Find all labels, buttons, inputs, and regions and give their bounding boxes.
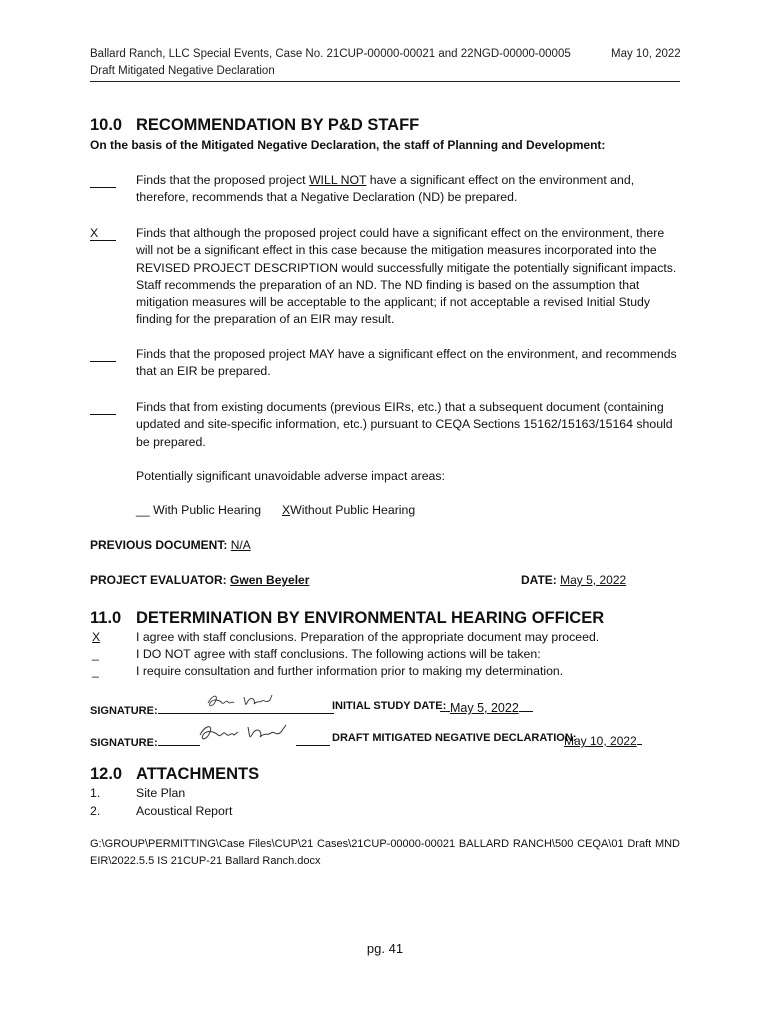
handwritten-signature-1 (204, 691, 276, 711)
initial-study-date-value: May 5, 2022 (450, 701, 519, 715)
option-3-checkbox (90, 347, 116, 365)
attachment-2-number: 2. (90, 804, 101, 818)
previous-document: PREVIOUS DOCUMENT: N/A (90, 538, 251, 552)
header-subtitle: Draft Mitigated Negative Declaration (90, 65, 275, 77)
attachment-1-label: Site Plan (136, 786, 186, 800)
signature-label: SIGNATURE: (90, 705, 158, 717)
option-4-text: Finds that from existing documents (previous EIRs, etc.) that a subsequent document (containing updated and site-specific information, etc.) pursuant to CEQA Sections 15162/15163/15164 should be prepared. (136, 400, 673, 449)
option-1-checkbox (90, 173, 116, 191)
determination-2-mark: _ (92, 647, 99, 661)
determination-1-text: I agree with staff conclusions. Preparation of the appropriate document may proceed. (136, 630, 600, 644)
attachment-2-label: Acoustical Report (136, 804, 233, 818)
without-hearing-mark: X (281, 503, 291, 517)
evaluation-date: DATE: May 5, 2022 (521, 573, 627, 587)
section-number: 12.0 (90, 765, 123, 783)
draft-mnd-label: DRAFT MITIGATED NEGATIVE DECLARATION: (332, 732, 577, 744)
section-number: 10.0 (90, 116, 123, 134)
header-title: Ballard Ranch, LLC Special Events, Case No. 21CUP-00000-00021 and 22NGD-00000-00005 (90, 48, 571, 60)
option-2-checkbox: X (90, 226, 116, 241)
option-3-text: Finds that the proposed project MAY have a significant effect on the environment, and recommends that an EIR be prepared. (136, 347, 677, 379)
signature-line (158, 732, 200, 746)
project-evaluator-value: Gwen Beyeler (230, 573, 310, 587)
impact-areas-label: Potentially significant unavoidable adverse impact areas: (136, 469, 445, 483)
option-2-text: Finds that although the proposed project could have a significant effect on the environment, there will not be a significant effect in this case because the mitigation measures incorporated into the REVISED PROJECT DESCRIPTION would successfully mitigate the potentially significant impacts. Staff recommends the preparation of an ND. The ND finding is based on the assumption that mitigation measures will be acceptable to the applicant; if not acceptable a revised Initial Study finding for the preparation of an EIR may result. (136, 226, 677, 327)
determination-2-text: I DO NOT agree with staff conclusions. The following actions will be taken: (136, 647, 541, 661)
section-11-heading (90, 609, 604, 628)
attachment-1-number: 1. (90, 786, 101, 800)
file-path: G:\GROUP\PERMITTING\Case Files\CUP\21 Cases\21CUP-00000-00021 BALLARD RANCH\500 CEQA\01 Draft MND EIR\2022.5.5 IS 21CUP-21 Ballard Ranch.docx (90, 838, 680, 867)
previous-document-value: N/A (230, 538, 251, 552)
header-date: May 10, 2022 (611, 48, 681, 60)
section-number: 11.0 (90, 609, 122, 627)
signature-row-2: SIGNATURE: (90, 732, 330, 749)
handwritten-signature-2 (196, 721, 294, 745)
evaluation-date-value: May 5, 2022 (560, 573, 627, 587)
determination-3-text: I require consultation and further information prior to making my determination. (136, 664, 564, 678)
with-hearing-label: With Public Hearing (153, 503, 262, 517)
without-hearing-label: Without Public Hearing (290, 503, 416, 517)
initial-study-date-field (440, 698, 533, 715)
with-hearing-mark: __ (136, 503, 150, 517)
section-title: DETERMINATION BY ENVIRONMENTAL HEARING OFFICER (136, 609, 605, 627)
page-number: pg. 41 (366, 941, 404, 956)
determination-1-mark: X (92, 630, 101, 644)
draft-mnd-date-value: May 10, 2022 (564, 734, 637, 748)
project-evaluator: PROJECT EVALUATOR: Gwen Beyeler (90, 573, 310, 587)
section-10-heading (90, 116, 419, 135)
hearing-options (136, 502, 415, 519)
option-4-checkbox (90, 400, 116, 418)
header-rule (90, 81, 680, 82)
draft-mnd-date-field (564, 731, 642, 748)
section-12-heading (90, 765, 259, 784)
signature-line (296, 732, 330, 746)
section-title: ATTACHMENTS (136, 765, 260, 783)
initial-study-date-label: INITIAL STUDY DATE: (332, 700, 447, 712)
option-1-text: Finds that the proposed project WILL NOT have a significant effect on the environment and, therefore, recommends that a Negative Declaration (ND) be prepared. (136, 173, 635, 205)
section-10-intro: On the basis of the Mitigated Negative Declaration, the staff of Planning and Development: (90, 138, 606, 152)
determination-3-mark: _ (92, 664, 99, 678)
section-title: RECOMMENDATION BY P&D STAFF (136, 116, 420, 134)
